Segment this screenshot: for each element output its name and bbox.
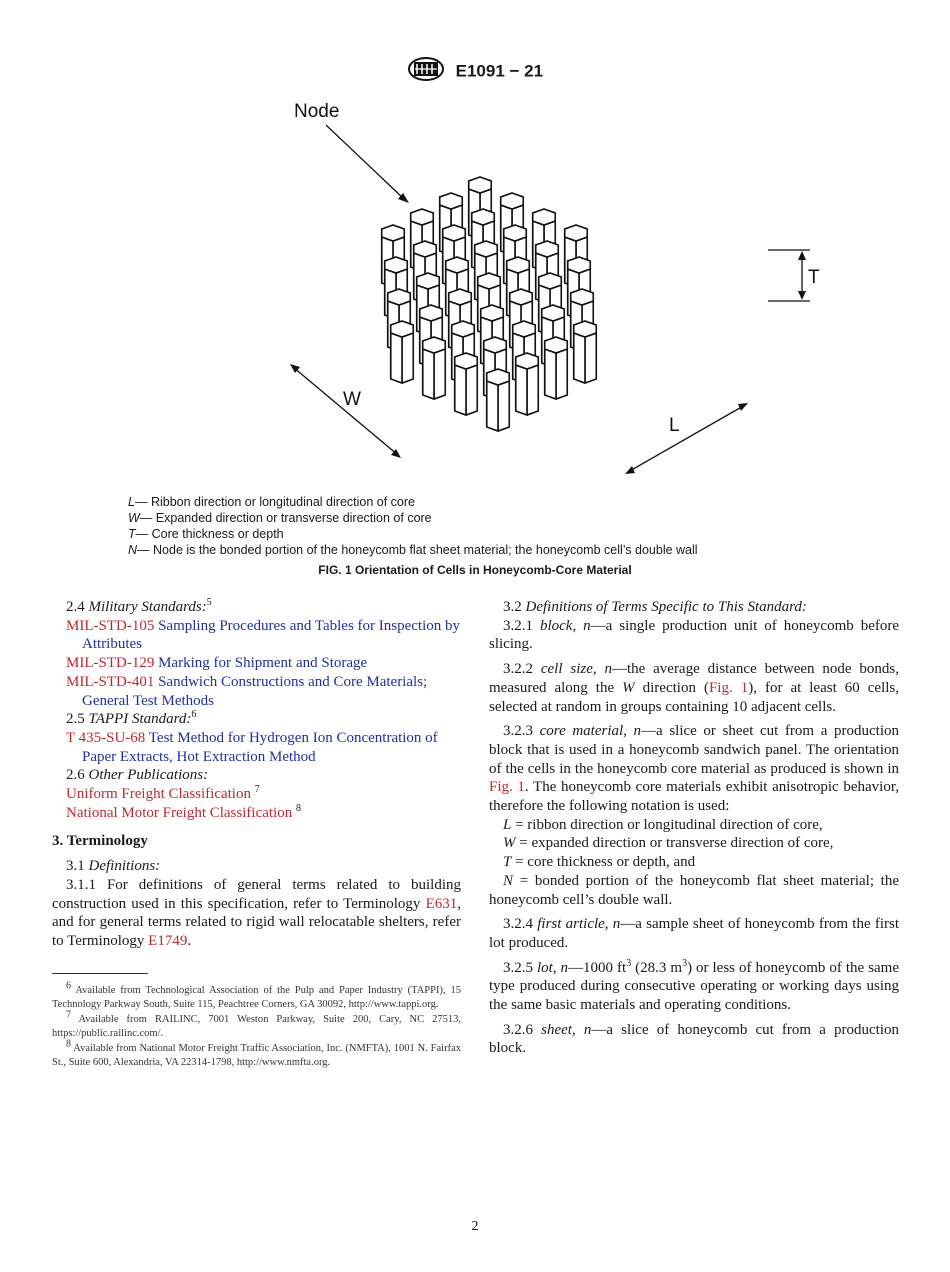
- ref-uniform-freight[interactable]: Uniform Freight Classification $^7$: [66, 784, 260, 803]
- cell-top: [440, 193, 463, 209]
- link-e631[interactable]: E631: [425, 895, 458, 912]
- cell-top: [475, 241, 498, 257]
- legend-row: L— Ribbon direction or longitudinal direction of core: [128, 495, 415, 509]
- legend-row: W— Expanded direction or transverse direction of core: [128, 511, 432, 525]
- figure-legend: [128, 494, 698, 558]
- notation-n: N = bonded portion of the honeycomb flat sheet material; the honeycomb cell’s double wall.: [489, 872, 899, 908]
- t-label: T: [808, 267, 820, 288]
- section-2-5: 2.5 TAPPI Standard:$^6$: [66, 709, 197, 728]
- cell-top: [382, 225, 405, 241]
- cell-top: [391, 321, 414, 337]
- definition-core-material: 3.2.3 core material, n—a slice or sheet cut from a production block that is used in a honeycomb sandwich panel. The orientation of the cells in the honeycomb core material as produced is shown in Fig. 1. The honeycomb core materials exhibit anisotropic behavior, therefore the following notation is used:: [489, 723, 899, 815]
- cell-top: [545, 337, 568, 353]
- cell-top: [516, 353, 539, 369]
- cell-wall: [423, 349, 434, 399]
- cell-top: [385, 257, 408, 273]
- definition-first-article: 3.2.4 first article, n—a sample sheet of honeycomb from the first lot produced.: [489, 916, 899, 951]
- t-arrow-up: [798, 251, 806, 260]
- cell-top: [449, 289, 472, 305]
- cell-wall: [434, 349, 445, 399]
- section-3-1: 3.1 Definitions:: [66, 858, 161, 875]
- cell-top: [472, 209, 495, 225]
- page-number: 2: [471, 1219, 479, 1234]
- footnote-rule: [52, 973, 148, 974]
- w-label: W: [343, 389, 361, 410]
- cell-top: [420, 305, 443, 321]
- notation-w: W = expanded direction or transverse direction of core,: [503, 835, 834, 852]
- section-3-1-1: 3.1.1 For definitions of general terms related to building construction used in this specification, refer to Terminology E631, and for general terms related to rigid wall relocatable shelters, refer to Terminology E1749.: [52, 876, 461, 949]
- node-arrow: [326, 125, 404, 199]
- definition-sheet: 3.2.6 sheet, n—a slice of honeycomb cut from a production block.: [489, 1021, 899, 1057]
- notation-l: L = ribbon direction or longitudinal direction of core,: [503, 816, 823, 833]
- cell-top: [574, 321, 597, 337]
- cell-wall: [402, 333, 413, 383]
- ref-national-motor-freight[interactable]: National Motor Freight Classification $^8$: [66, 802, 301, 821]
- cell-top: [443, 225, 466, 241]
- cell-top: [542, 305, 565, 321]
- link-fig-1[interactable]: Fig. 1: [708, 679, 749, 696]
- cell-top: [571, 289, 594, 305]
- definition-cell-size: 3.2.2 cell size, n—the average distance between node bonds, measured along the W direction (Fig. 1), for at least 60 cells, selected at random in groups containing 10 adjacent cells.: [489, 661, 899, 715]
- cell-top: [539, 273, 562, 289]
- right-column: [489, 598, 899, 1058]
- cell-top: [536, 241, 559, 257]
- t-arrow-down: [798, 291, 806, 300]
- ref-mil-std-105[interactable]: MIL-STD-105 Sampling Procedures and Tables for Inspection by Attributes: [66, 617, 461, 653]
- astm-logo-icon: [407, 56, 445, 87]
- section-3-heading: 3. Terminology: [52, 833, 148, 850]
- definition-lot: 3.2.5 lot, n—1000 $ft^3$ (28.3 $m^3$) or less of honeycomb of the same type produced during consecutive operating or working days using the same basic materials and operating conditions.: [489, 957, 899, 1014]
- cell-wall: [545, 349, 556, 399]
- cell-top: [487, 369, 510, 385]
- cell-wall: [574, 333, 585, 383]
- cell-wall: [498, 381, 509, 431]
- legend-row: T— Core thickness or depth: [128, 527, 284, 541]
- cell-top: [411, 209, 434, 225]
- footnote: $^7$ Available from RAILINC, 7001 Weston Parkway, Suite 200, Cary, NC 27513, https://public.railinc.com/.: [52, 1009, 462, 1039]
- link-fig-1[interactable]: Fig. 1: [489, 779, 525, 796]
- section-2-4: 2.4 Military Standards:$^5$: [66, 597, 212, 615]
- cell-top: [414, 241, 437, 257]
- section-2-6: 2.6 Other Publications:: [66, 767, 209, 784]
- document-code: E1091 − 21: [455, 61, 544, 81]
- cell-wall: [466, 365, 477, 415]
- cell-wall: [455, 365, 466, 415]
- l-arrow-line: [628, 405, 745, 472]
- cell-wall: [556, 349, 567, 399]
- page-header: [0, 56, 950, 87]
- footnote: $^6$ Available from Technological Association of the Pulp and Paper Industry (TAPPI), 15 Technology Parkway South, Suite 115, Peachtree Corners, GA 30092, http://www.tappi.org.: [52, 980, 461, 1010]
- l-arrowhead-2: [738, 403, 748, 411]
- cell-wall: [487, 381, 498, 431]
- node-label: Node: [294, 101, 340, 122]
- ref-mil-std-129[interactable]: MIL-STD-129 Marking for Shipment and Storage: [66, 655, 368, 672]
- footnotes: [52, 980, 462, 1071]
- section-3-2: 3.2 Definitions of Terms Specific to This Standard:: [503, 599, 807, 615]
- cell-top: [513, 321, 536, 337]
- cell-top: [484, 337, 507, 353]
- cell-top: [507, 257, 530, 273]
- footnote: $^8$ Available from National Motor Freight Traffic Association, Inc. (NMFTA), 1001 N. Fairfax St., Suite 600, Alexandria, VA 22314-1798, http://www.nmfta.org.: [52, 1038, 461, 1068]
- ref-tappi[interactable]: T 435-SU-68 Test Method for Hydrogen Ion Concentration of Paper Extracts, Hot Extraction Method: [66, 729, 438, 765]
- cell-wall: [527, 365, 538, 415]
- cell-top: [501, 193, 524, 209]
- cell-top: [565, 225, 588, 241]
- cell-top: [510, 289, 533, 305]
- notation-t: T = core thickness or depth, and: [503, 854, 696, 871]
- cell-top: [452, 321, 475, 337]
- legend-row: N— Node is the bonded portion of the honeycomb flat sheet material; the honeycomb cell’s double wall: [128, 543, 698, 557]
- ref-mil-std-401[interactable]: MIL-STD-401 Sandwich Constructions and Core Materials; General Test Methods: [66, 673, 428, 709]
- left-column: [52, 598, 461, 951]
- cell-top: [469, 177, 492, 193]
- cell-top: [481, 305, 504, 321]
- definition-block: 3.2.1 block, n—a single production unit of honeycomb before slicing.: [489, 617, 900, 653]
- cell-wall: [516, 365, 527, 415]
- w-arrow-line: [293, 367, 398, 455]
- link-e1749[interactable]: E1749: [148, 932, 188, 949]
- figure-caption: FIG. 1 Orientation of Cells in Honeycomb-Core Material: [318, 563, 632, 577]
- cell-top: [533, 209, 556, 225]
- cell-top: [446, 257, 469, 273]
- l-label: L: [669, 415, 680, 436]
- cell-top: [417, 273, 440, 289]
- cell-top: [388, 289, 411, 305]
- cell-top: [504, 225, 527, 241]
- honeycomb-figure: [280, 95, 840, 490]
- honeycomb-core-drawing: [382, 177, 597, 431]
- cell-top: [423, 337, 446, 353]
- cell-wall: [391, 333, 402, 383]
- cell-top: [455, 353, 478, 369]
- cell-top: [478, 273, 501, 289]
- l-arrowhead-1: [625, 466, 635, 474]
- cell-top: [568, 257, 591, 273]
- cell-wall: [585, 333, 596, 383]
